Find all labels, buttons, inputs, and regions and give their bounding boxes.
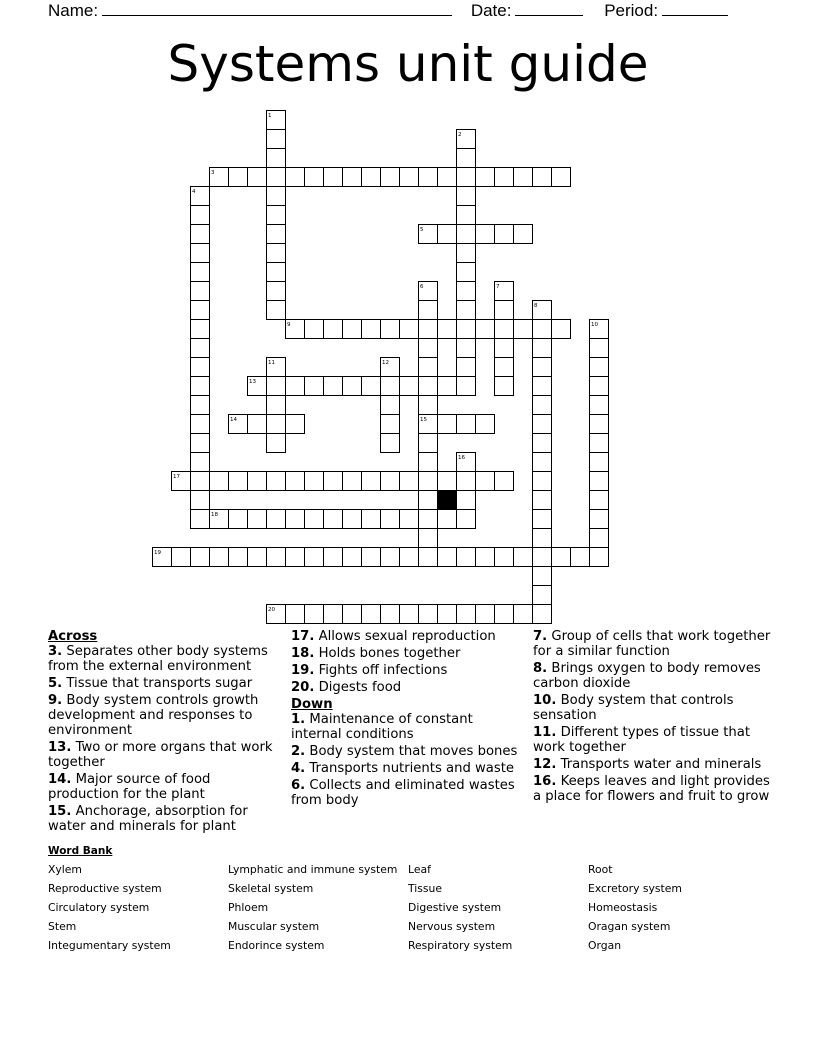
crossword-cell[interactable] bbox=[343, 605, 362, 624]
crossword-cell[interactable] bbox=[343, 510, 362, 529]
crossword-cell[interactable] bbox=[381, 472, 400, 491]
crossword-cell[interactable] bbox=[191, 339, 210, 358]
crossword-cell[interactable] bbox=[400, 320, 419, 339]
word-bank-item: Lymphatic and immune system bbox=[228, 863, 398, 876]
word-bank-item: Circulatory system bbox=[48, 901, 150, 914]
cell-number: 7 bbox=[496, 284, 500, 290]
crossword-cell[interactable] bbox=[248, 168, 267, 187]
clues-column-3 bbox=[533, 629, 773, 806]
crossword-cell[interactable] bbox=[305, 320, 324, 339]
word-bank-item: Endorince system bbox=[228, 939, 325, 952]
crossword-cell[interactable] bbox=[590, 491, 609, 510]
crossword-cell[interactable] bbox=[590, 472, 609, 491]
crossword-cell[interactable] bbox=[495, 301, 514, 320]
clue-item: 7. Group of cells that work together for a similar function bbox=[533, 629, 771, 659]
crossword-cell[interactable] bbox=[590, 339, 609, 358]
cell-number: 4 bbox=[192, 189, 196, 195]
word-bank-item: Respiratory system bbox=[408, 939, 513, 952]
cell-number: 9 bbox=[287, 322, 291, 328]
black-cell bbox=[438, 491, 457, 510]
crossword-cell[interactable] bbox=[457, 244, 476, 263]
crossword-cell[interactable] bbox=[438, 320, 457, 339]
crossword-cell[interactable] bbox=[590, 453, 609, 472]
clue-item: 20. Digests food bbox=[291, 680, 402, 695]
crossword-cell[interactable] bbox=[419, 339, 438, 358]
crossword-cell[interactable] bbox=[495, 377, 514, 396]
crossword-cell[interactable] bbox=[400, 605, 419, 624]
crossword-cell[interactable] bbox=[381, 168, 400, 187]
crossword-cell[interactable] bbox=[533, 320, 552, 339]
period-label: Period: bbox=[604, 1, 659, 20]
crossword-cell[interactable] bbox=[495, 225, 514, 244]
crossword-cell[interactable] bbox=[381, 510, 400, 529]
crossword-cell[interactable] bbox=[362, 548, 381, 567]
crossword-cell[interactable] bbox=[590, 529, 609, 548]
crossword-cell[interactable] bbox=[590, 548, 609, 567]
crossword-cell[interactable] bbox=[381, 605, 400, 624]
word-bank-item: Integumentary system bbox=[48, 939, 171, 952]
crossword-cell[interactable] bbox=[267, 548, 286, 567]
crossword-cell[interactable] bbox=[267, 187, 286, 206]
cell-number: 20 bbox=[268, 607, 275, 613]
crossword-cell[interactable] bbox=[343, 472, 362, 491]
crossword-cell[interactable] bbox=[419, 472, 438, 491]
crossword-cell[interactable] bbox=[400, 377, 419, 396]
crossword-cell[interactable] bbox=[191, 282, 210, 301]
crossword-cell[interactable] bbox=[457, 149, 476, 168]
crossword-cell[interactable] bbox=[381, 548, 400, 567]
crossword-cell[interactable] bbox=[457, 605, 476, 624]
crossword-cell[interactable] bbox=[533, 415, 552, 434]
crossword-cell[interactable] bbox=[191, 396, 210, 415]
crossword-cell[interactable] bbox=[533, 510, 552, 529]
crossword-cell[interactable] bbox=[210, 548, 229, 567]
crossword-cell[interactable] bbox=[267, 149, 286, 168]
crossword-cell[interactable] bbox=[191, 358, 210, 377]
crossword-cell[interactable] bbox=[419, 453, 438, 472]
crossword-cell[interactable] bbox=[362, 377, 381, 396]
word-bank-item: Xylem bbox=[48, 863, 82, 876]
crossword-cell[interactable] bbox=[324, 548, 343, 567]
crossword-cell[interactable] bbox=[267, 472, 286, 491]
crossword-cell[interactable] bbox=[495, 548, 514, 567]
crossword-cell[interactable] bbox=[229, 472, 248, 491]
crossword-cell[interactable] bbox=[191, 320, 210, 339]
crossword-cell[interactable] bbox=[324, 510, 343, 529]
cell-number: 3 bbox=[211, 170, 215, 176]
clues-column-2 bbox=[291, 629, 521, 810]
cell-number: 6 bbox=[420, 284, 424, 290]
crossword-cell[interactable] bbox=[286, 605, 305, 624]
crossword-cell[interactable] bbox=[533, 491, 552, 510]
crossword-cell[interactable] bbox=[267, 434, 286, 453]
crossword-cell[interactable] bbox=[533, 453, 552, 472]
crossword-cell[interactable] bbox=[514, 320, 533, 339]
word-bank-item: Leaf bbox=[408, 863, 431, 876]
crossword-cell[interactable] bbox=[476, 548, 495, 567]
clue-item: 5. Tissue that transports sugar bbox=[48, 676, 253, 691]
crossword-cell[interactable] bbox=[495, 339, 514, 358]
across-heading: Across bbox=[48, 629, 98, 644]
crossword-cell[interactable] bbox=[533, 586, 552, 605]
clue-item: 14. Major source of food production for the plant bbox=[48, 772, 211, 802]
crossword-cell[interactable] bbox=[495, 168, 514, 187]
crossword-cell[interactable] bbox=[400, 472, 419, 491]
word-bank-item: Excretory system bbox=[588, 882, 682, 895]
crossword-cell[interactable] bbox=[533, 358, 552, 377]
clue-item: 9. Body system controls growth development and responses to environment bbox=[48, 693, 259, 738]
word-bank-item: Digestive system bbox=[408, 901, 502, 914]
crossword-cell[interactable] bbox=[419, 605, 438, 624]
crossword-cell[interactable] bbox=[324, 377, 343, 396]
word-bank-item: Root bbox=[588, 863, 613, 876]
cell-number: 8 bbox=[534, 303, 538, 309]
crossword-cell[interactable] bbox=[305, 168, 324, 187]
crossword-cell[interactable] bbox=[267, 206, 286, 225]
crossword-cell[interactable] bbox=[191, 415, 210, 434]
crossword-cell[interactable] bbox=[457, 263, 476, 282]
page-title: Systems unit guide bbox=[167, 35, 649, 93]
crossword-cell[interactable] bbox=[343, 168, 362, 187]
crossword-cell[interactable] bbox=[457, 225, 476, 244]
crossword-cell[interactable] bbox=[381, 377, 400, 396]
crossword-cell[interactable] bbox=[267, 377, 286, 396]
crossword-cell[interactable] bbox=[286, 472, 305, 491]
clue-item: 16. Keeps leaves and light provides a place for flowers and fruit to grow bbox=[533, 774, 770, 804]
crossword-cell[interactable] bbox=[438, 548, 457, 567]
crossword-cell[interactable] bbox=[267, 244, 286, 263]
crossword-cell[interactable] bbox=[419, 301, 438, 320]
crossword-cell[interactable] bbox=[533, 472, 552, 491]
clue-item: 18. Holds bones together bbox=[291, 646, 461, 661]
crossword-cell[interactable] bbox=[191, 225, 210, 244]
crossword-cell[interactable] bbox=[590, 396, 609, 415]
crossword-cell[interactable] bbox=[419, 168, 438, 187]
crossword-cell[interactable] bbox=[590, 415, 609, 434]
crossword-cell[interactable] bbox=[419, 320, 438, 339]
crossword-cell[interactable] bbox=[476, 168, 495, 187]
crossword-cell[interactable] bbox=[514, 605, 533, 624]
clue-item: 2. Body system that moves bones bbox=[291, 744, 518, 759]
crossword-cell[interactable] bbox=[438, 225, 457, 244]
clue-item: 4. Transports nutrients and waste bbox=[291, 761, 515, 776]
crossword-cell[interactable] bbox=[229, 548, 248, 567]
cell-number: 2 bbox=[458, 132, 462, 138]
crossword-cell[interactable] bbox=[267, 282, 286, 301]
word-bank-item: Homeostasis bbox=[588, 901, 658, 914]
crossword-cell[interactable] bbox=[191, 434, 210, 453]
crossword-cell[interactable] bbox=[267, 263, 286, 282]
crossword-cell[interactable] bbox=[476, 415, 495, 434]
crossword-cell[interactable] bbox=[476, 472, 495, 491]
crossword-cell[interactable] bbox=[419, 434, 438, 453]
crossword-cell[interactable] bbox=[172, 548, 191, 567]
crossword-cell[interactable] bbox=[533, 396, 552, 415]
crossword-cell[interactable] bbox=[571, 548, 590, 567]
crossword-cell[interactable] bbox=[457, 358, 476, 377]
crossword-cell[interactable] bbox=[419, 529, 438, 548]
crossword-cell[interactable] bbox=[457, 472, 476, 491]
crossword-cell[interactable] bbox=[400, 168, 419, 187]
crossword-cell[interactable] bbox=[457, 168, 476, 187]
crossword-cell[interactable] bbox=[476, 605, 495, 624]
crossword-cell[interactable] bbox=[400, 510, 419, 529]
down-heading: Down bbox=[291, 697, 333, 712]
word-bank-item: Stem bbox=[48, 920, 77, 933]
crossword-cell[interactable] bbox=[324, 472, 343, 491]
clue-item: 3. Separates other body systems from the external environment bbox=[48, 644, 268, 674]
crossword-cell[interactable] bbox=[191, 472, 210, 491]
crossword-cell[interactable] bbox=[381, 320, 400, 339]
crossword-cell[interactable] bbox=[438, 605, 457, 624]
word-bank-item: Reproductive system bbox=[48, 882, 162, 895]
crossword-cell[interactable] bbox=[495, 358, 514, 377]
crossword-cell[interactable] bbox=[191, 510, 210, 529]
clue-item: 15. Anchorage, absorption for water and minerals for plant bbox=[48, 804, 248, 834]
word-bank-item: Phloem bbox=[228, 901, 269, 914]
cell-number: 11 bbox=[268, 360, 275, 366]
crossword-cell[interactable] bbox=[362, 472, 381, 491]
crossword-cell[interactable] bbox=[552, 168, 571, 187]
crossword-cell[interactable] bbox=[286, 548, 305, 567]
crossword-cell[interactable] bbox=[457, 282, 476, 301]
crossword-cell[interactable] bbox=[191, 377, 210, 396]
clues-column-1 bbox=[48, 629, 276, 836]
crossword-cell[interactable] bbox=[533, 377, 552, 396]
crossword-cell[interactable] bbox=[267, 415, 286, 434]
crossword-cell[interactable] bbox=[191, 301, 210, 320]
crossword-cell[interactable] bbox=[381, 415, 400, 434]
crossword-cell[interactable] bbox=[495, 472, 514, 491]
crossword-cell[interactable] bbox=[305, 510, 324, 529]
word-bank-title: Word Bank bbox=[48, 845, 113, 857]
crossword-cell[interactable] bbox=[286, 415, 305, 434]
crossword-cell[interactable] bbox=[533, 434, 552, 453]
crossword-cell[interactable] bbox=[552, 548, 571, 567]
crossword-cell[interactable] bbox=[324, 605, 343, 624]
crossword-cell[interactable] bbox=[362, 168, 381, 187]
crossword-cell[interactable] bbox=[400, 548, 419, 567]
clue-item: 19. Fights off infections bbox=[291, 663, 448, 678]
crossword-cell[interactable] bbox=[457, 206, 476, 225]
crossword-cell[interactable] bbox=[419, 548, 438, 567]
clue-item: 13. Two or more organs that work together bbox=[48, 740, 273, 770]
word-bank-item: Nervous system bbox=[408, 920, 496, 933]
crossword-cell[interactable] bbox=[362, 510, 381, 529]
crossword-cell[interactable] bbox=[210, 472, 229, 491]
crossword-cell[interactable] bbox=[533, 168, 552, 187]
crossword-cell[interactable] bbox=[514, 225, 533, 244]
cell-number: 18 bbox=[211, 512, 218, 518]
crossword-cell[interactable] bbox=[476, 225, 495, 244]
crossword-cell[interactable] bbox=[419, 377, 438, 396]
crossword-cell[interactable] bbox=[457, 510, 476, 529]
crossword-cell[interactable] bbox=[191, 263, 210, 282]
cell-number: 15 bbox=[420, 417, 427, 423]
crossword-cell[interactable] bbox=[286, 377, 305, 396]
crossword-cell[interactable] bbox=[533, 339, 552, 358]
crossword-cell[interactable] bbox=[248, 415, 267, 434]
crossword-cell[interactable] bbox=[305, 605, 324, 624]
cell-number: 1 bbox=[268, 113, 272, 119]
crossword-cell[interactable] bbox=[343, 320, 362, 339]
crossword-cell[interactable] bbox=[267, 510, 286, 529]
crossword-cell[interactable] bbox=[457, 548, 476, 567]
crossword-cell[interactable] bbox=[533, 529, 552, 548]
crossword-cell[interactable] bbox=[267, 130, 286, 149]
crossword-cell[interactable] bbox=[476, 320, 495, 339]
crossword-cell[interactable] bbox=[457, 187, 476, 206]
clue-item: 11. Different types of tissue that work together bbox=[533, 725, 751, 755]
cell-number: 13 bbox=[249, 379, 256, 385]
cell-number: 17 bbox=[173, 474, 180, 480]
date-label: Date: bbox=[470, 1, 512, 20]
crossword-cell[interactable] bbox=[191, 491, 210, 510]
crossword-cell[interactable] bbox=[362, 605, 381, 624]
crossword-cell[interactable] bbox=[514, 548, 533, 567]
crossword-cell[interactable] bbox=[457, 415, 476, 434]
crossword-cell[interactable] bbox=[305, 377, 324, 396]
clue-item: 6. Collects and eliminated wastes from body bbox=[291, 778, 515, 808]
crossword-cell[interactable] bbox=[191, 244, 210, 263]
crossword-cell[interactable] bbox=[457, 339, 476, 358]
crossword-cell[interactable] bbox=[343, 377, 362, 396]
crossword-cell[interactable] bbox=[438, 415, 457, 434]
crossword-cell[interactable] bbox=[267, 225, 286, 244]
word-bank-item: Muscular system bbox=[228, 920, 320, 933]
word-bank-item: Oragan system bbox=[588, 920, 671, 933]
crossword-cell[interactable] bbox=[495, 320, 514, 339]
cell-number: 12 bbox=[382, 360, 389, 366]
crossword-cell[interactable] bbox=[191, 548, 210, 567]
word-bank bbox=[48, 863, 768, 953]
clue-item: 17. Allows sexual reproduction bbox=[291, 629, 496, 644]
clue-item: 12. Transports water and minerals bbox=[533, 757, 762, 772]
word-bank-item: Skeletal system bbox=[228, 882, 314, 895]
crossword-cell[interactable] bbox=[590, 358, 609, 377]
cell-number: 16 bbox=[458, 455, 465, 461]
crossword-cell[interactable] bbox=[438, 472, 457, 491]
crossword-cell[interactable] bbox=[590, 434, 609, 453]
crossword-cell[interactable] bbox=[438, 510, 457, 529]
crossword-cell[interactable] bbox=[438, 168, 457, 187]
crossword-cell[interactable] bbox=[419, 510, 438, 529]
crossword-cell[interactable] bbox=[267, 168, 286, 187]
crossword-cell[interactable] bbox=[248, 472, 267, 491]
crossword-cell[interactable] bbox=[305, 472, 324, 491]
crossword-cell[interactable] bbox=[457, 491, 476, 510]
crossword-cell[interactable] bbox=[381, 396, 400, 415]
crossword-cell[interactable] bbox=[419, 396, 438, 415]
crossword-cell[interactable] bbox=[286, 510, 305, 529]
crossword-cell[interactable] bbox=[514, 168, 533, 187]
crossword-cell[interactable] bbox=[533, 548, 552, 567]
crossword-cell[interactable] bbox=[343, 548, 362, 567]
crossword-cell[interactable] bbox=[552, 320, 571, 339]
crossword-cell[interactable] bbox=[590, 510, 609, 529]
crossword-cell[interactable] bbox=[362, 320, 381, 339]
word-bank-item: Tissue bbox=[408, 882, 442, 895]
crossword-cell[interactable] bbox=[419, 491, 438, 510]
word-bank-item: Organ bbox=[588, 939, 622, 952]
clue-item: 10. Body system that controls sensation bbox=[533, 693, 734, 723]
crossword-cell[interactable] bbox=[438, 377, 457, 396]
crossword-cell[interactable] bbox=[457, 320, 476, 339]
crossword-cell[interactable] bbox=[324, 320, 343, 339]
name-label: Name: bbox=[48, 1, 99, 20]
crossword-cell[interactable] bbox=[267, 396, 286, 415]
crossword-cell[interactable] bbox=[533, 605, 552, 624]
cell-number: 10 bbox=[591, 322, 598, 328]
crossword-cell[interactable] bbox=[248, 548, 267, 567]
crossword-cell[interactable] bbox=[191, 453, 210, 472]
crossword-cell[interactable] bbox=[533, 567, 552, 586]
clue-item: 8. Brings oxygen to body removes carbon dioxide bbox=[533, 661, 761, 691]
cell-number: 5 bbox=[420, 227, 424, 233]
cell-number: 19 bbox=[154, 550, 161, 556]
crossword-cell[interactable] bbox=[324, 168, 343, 187]
crossword-cell[interactable] bbox=[381, 434, 400, 453]
crossword-cell[interactable] bbox=[229, 510, 248, 529]
crossword-cell[interactable] bbox=[419, 358, 438, 377]
crossword-cell[interactable] bbox=[305, 548, 324, 567]
crossword-cell[interactable] bbox=[495, 605, 514, 624]
cell-number: 14 bbox=[230, 417, 237, 423]
crossword-cell[interactable] bbox=[457, 377, 476, 396]
clue-item: 1. Maintenance of constant internal conditions bbox=[291, 712, 473, 742]
crossword-cell[interactable] bbox=[457, 301, 476, 320]
crossword-cell[interactable] bbox=[590, 377, 609, 396]
crossword-cell[interactable] bbox=[248, 510, 267, 529]
crossword-cell[interactable] bbox=[191, 206, 210, 225]
crossword-cell[interactable] bbox=[286, 168, 305, 187]
crossword-cell[interactable] bbox=[267, 301, 286, 320]
crossword-cell[interactable] bbox=[229, 168, 248, 187]
